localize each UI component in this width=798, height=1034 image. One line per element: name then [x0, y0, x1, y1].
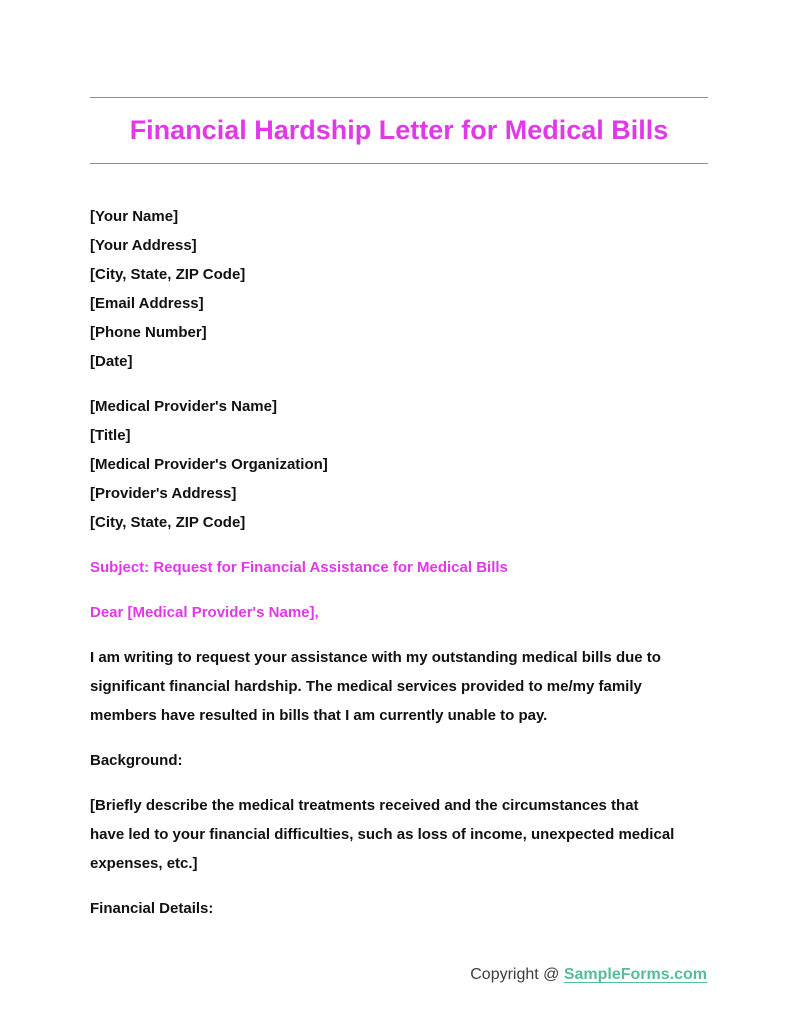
document-page — [90, 0, 708, 939]
header-top-rule — [90, 97, 708, 98]
copyright-text: Copyright @ — [470, 966, 564, 983]
sender-line: [Your Name] — [90, 208, 179, 225]
paragraph-line: expenses, etc.] — [90, 855, 198, 872]
letter-body — [90, 202, 708, 923]
intro-paragraph — [90, 643, 708, 730]
sender-line: [Your Address] — [90, 237, 197, 254]
paragraph-line: members have resulted in bills that I am currently unable to pay. — [90, 707, 548, 724]
sender-address-block — [90, 202, 708, 376]
sender-line: [City, State, ZIP Code] — [90, 266, 246, 283]
recipient-line: [Title] — [90, 427, 131, 444]
paragraph-line: have led to your financial difficulties, such as loss of income, unexpected medical — [90, 826, 675, 843]
recipient-line: [Medical Provider's Name] — [90, 398, 277, 415]
header-bottom-rule — [90, 163, 708, 164]
financial-details-heading: Financial Details: — [90, 900, 214, 917]
background-heading: Background: — [90, 752, 183, 769]
paragraph-line: I am writing to request your assistance with my outstanding medical bills due to — [90, 649, 661, 666]
paragraph-line: significant financial hardship. The medical services provided to me/my family — [90, 678, 642, 695]
recipient-line: [Medical Provider's Organization] — [90, 456, 328, 473]
sampleforms-link[interactable]: SampleForms.com — [563, 966, 707, 983]
footer-copyright — [470, 966, 707, 984]
recipient-address-block — [90, 392, 708, 537]
background-paragraph — [90, 791, 708, 878]
recipient-line: [City, State, ZIP Code] — [90, 514, 246, 531]
sender-line: [Email Address] — [90, 295, 204, 312]
paragraph-line: [Briefly describe the medical treatments received and the circumstances that — [90, 797, 639, 814]
subject-line: Subject: Request for Financial Assistance for Medical Bills — [90, 559, 508, 576]
page-title: Financial Hardship Letter for Medical Bills — [129, 115, 669, 145]
sender-line: [Date] — [90, 353, 133, 370]
salutation: Dear [Medical Provider's Name], — [90, 604, 319, 621]
sender-line: [Phone Number] — [90, 324, 207, 341]
document-header — [90, 97, 708, 164]
recipient-line: [Provider's Address] — [90, 485, 237, 502]
